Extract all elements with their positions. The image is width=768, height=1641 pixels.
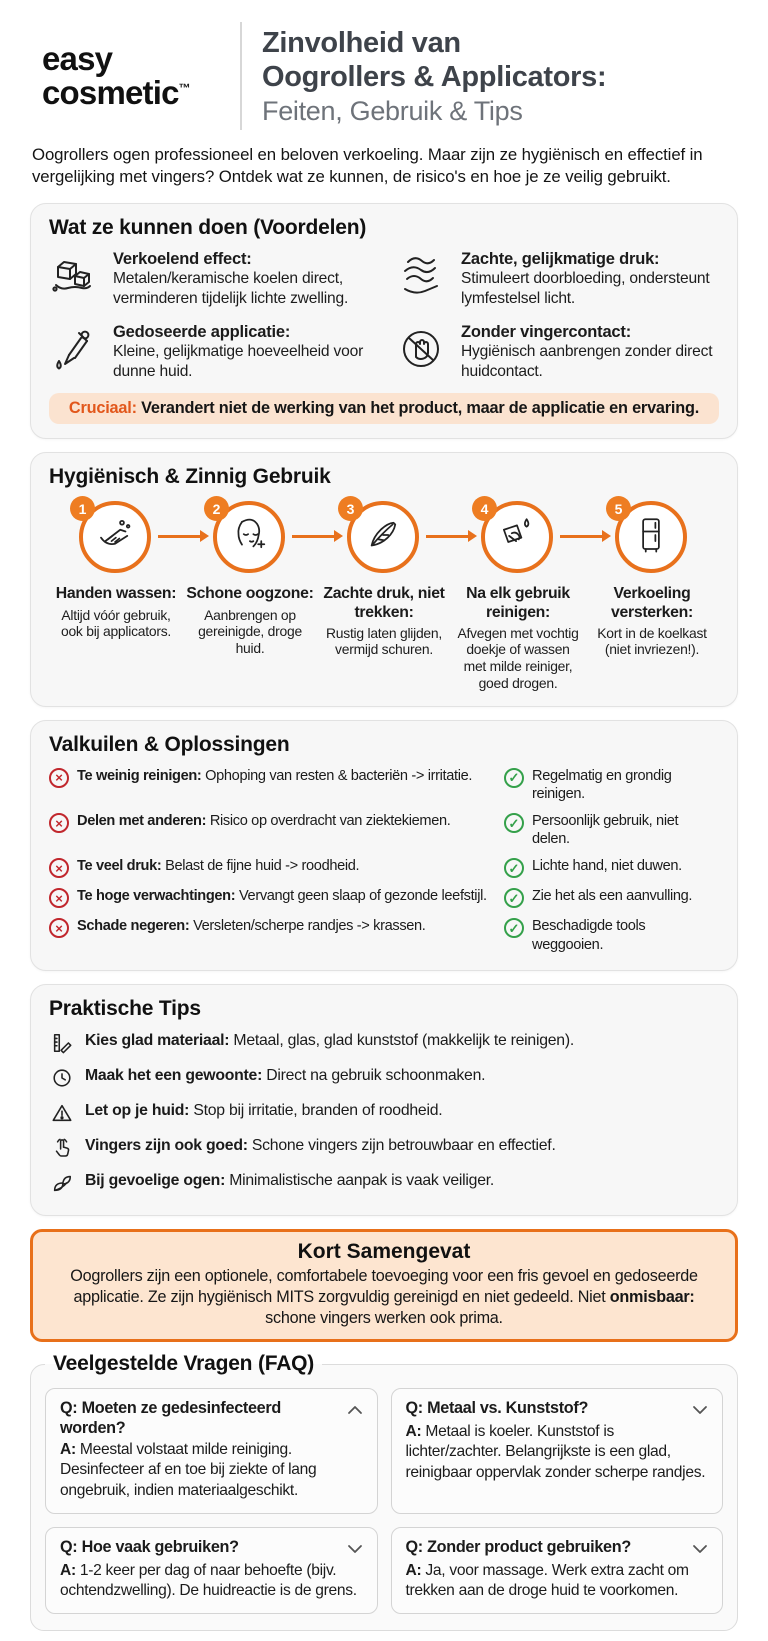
benefit-text: Metalen/keramische koelen direct, verminderen tijdelijk lichte zwelling. — [113, 269, 349, 307]
benefits-section — [30, 203, 738, 440]
crucial-text: Verandert niet de werking van het product, maar de applicatie en ervaring. — [136, 399, 700, 418]
faq-section — [30, 1352, 738, 1631]
faq-question-toggle[interactable] — [406, 1538, 711, 1559]
summary-text: Oogrollers zijn een optionele, comfortabele toevoeging voor een fris gevoel en gedoseerde applicatie. Ze zijn hygiënisch MITS zorgvuldig gereinigd en niet gedeeld. Niet onmisbaar: schone vingers werken ook prima. — [70, 1266, 698, 1328]
summary-title: Kort Samengevat — [297, 1239, 471, 1263]
faq-question: Q: Moeten ze gedesinfecteerd worden? — [60, 1399, 281, 1437]
leaf-icon — [51, 1171, 74, 1199]
benefit-label: Zachte, gelijkmatige druk: — [461, 249, 660, 268]
pitfall-text: Versleten/scherpe randjes -> krassen. — [189, 918, 426, 935]
benefit-item — [49, 250, 371, 309]
cross-circle-icon: × — [49, 888, 69, 908]
usage-steps-section — [30, 452, 738, 706]
faq-question-toggle[interactable] — [60, 1399, 365, 1438]
tip-label: Maak het een gewoonte: — [85, 1066, 263, 1084]
chevron-up-icon[interactable] — [347, 1399, 365, 1420]
wipe-clean-icon — [496, 514, 538, 561]
solution-text: Persoonlijk gebruik, niet delen. — [532, 813, 679, 848]
check-circle-icon: ✓ — [504, 858, 524, 878]
faq-question: Q: Hoe vaak gebruiken? — [60, 1537, 239, 1556]
tips-title: Praktische Tips — [49, 996, 201, 1020]
pitfall-text: Vervangt geen slaap of gezonde leefstijl. — [235, 888, 487, 905]
pitfall-label: Te weinig reinigen: — [77, 767, 202, 784]
page-title — [262, 25, 606, 127]
step-5 — [585, 499, 719, 691]
no-touch-icon — [397, 323, 447, 378]
cross-circle-icon: × — [49, 918, 69, 938]
benefits-title: Wat ze kunnen doen (Voordelen) — [49, 215, 367, 239]
step-text: Aanbrengen op gereinigde, droge huid. — [198, 606, 302, 656]
faq-question: Q: Zonder product gebruiken? — [405, 1537, 631, 1556]
step-number-badge: 5 — [606, 496, 631, 521]
step-number-badge: 3 — [338, 496, 363, 521]
pitfall-text: Belast de fijne huid -> roodheid. — [161, 858, 360, 875]
step-4 — [451, 499, 585, 691]
pitfalls-title: Valkuilen & Oplossingen — [49, 732, 290, 756]
title-line2: Oogrollers & Applicators: — [262, 60, 607, 93]
check-circle-icon: ✓ — [504, 813, 524, 833]
warning-icon — [51, 1101, 74, 1129]
chevron-down-icon[interactable] — [692, 1399, 710, 1420]
solution-text: Regelmatig en grondig reinigen. — [532, 767, 672, 802]
benefit-label: Verkoelend effect: — [113, 249, 252, 268]
steps-title: Hygiënisch & Zinnig Gebruik — [49, 465, 331, 489]
check-circle-icon: ✓ — [504, 888, 524, 908]
washing-hands-icon — [94, 514, 136, 561]
dropper-icon — [49, 323, 99, 378]
tip-row — [49, 1066, 719, 1094]
step-number-badge: 1 — [70, 496, 95, 521]
step-3 — [317, 499, 451, 691]
cross-circle-icon: × — [49, 768, 69, 788]
faq-answer: A: Metaal is koeler. Kunststof is lichter/zachter. Belangrijkste is een glad, reinigbaar oppervlak zonder scherpe randjes. — [405, 1423, 706, 1481]
intro-paragraph: Oogrollers ogen professioneel en beloven verkoeling. Maar zijn ze hygiënisch en effectief in vergelijking met vingers? Ontdek wat ze kunnen, de risico's en hoe je ze veilig gebruikt. — [32, 145, 703, 187]
step-number-badge: 2 — [204, 496, 229, 521]
steps-row — [49, 499, 719, 691]
step-text: Afvegen met vochtig doekje of wassen met milde reiniger, goed drogen. — [457, 624, 579, 691]
ice-cubes-icon — [49, 250, 99, 305]
step-label: Verkoeling versterken: — [611, 585, 693, 621]
tip-text: Stop bij irritatie, branden of roodheid. — [189, 1101, 443, 1119]
tip-label: Let op je huid: — [85, 1101, 190, 1119]
cross-circle-icon: × — [49, 813, 69, 833]
tip-label: Bij gevoelige ogen: — [85, 1171, 226, 1189]
faq-title: Veelgestelde Vragen (FAQ) — [53, 1352, 315, 1376]
logo-line2: cosmetic™ — [42, 74, 191, 111]
pitfall-text: Ophoping van resten & bacteriën -> irritatie. — [201, 767, 473, 784]
feather-icon — [362, 514, 404, 561]
step-label: Na elk gebruik reinigen: — [466, 585, 570, 621]
summary-box — [30, 1229, 738, 1342]
faq-card — [45, 1388, 378, 1514]
ruler-icon — [51, 1031, 74, 1059]
pitfall-row — [49, 917, 719, 953]
faq-grid — [45, 1388, 723, 1614]
faq-question: Q: Metaal vs. Kunststof? — [405, 1399, 589, 1418]
check-circle-icon: ✓ — [504, 768, 524, 788]
benefit-item — [49, 323, 371, 382]
tap-hand-icon — [51, 1136, 74, 1164]
trademark-symbol: ™ — [178, 81, 191, 95]
pitfall-label: Delen met anderen: — [77, 813, 207, 829]
clock-icon — [51, 1066, 74, 1094]
step-label: Schone oogzone: — [186, 585, 314, 603]
benefit-item — [397, 323, 719, 382]
cross-circle-icon: × — [49, 858, 69, 878]
header — [30, 22, 738, 130]
step-text: Kort in de koelkast (niet invriezen!). — [597, 624, 707, 658]
pitfalls-section — [30, 720, 738, 971]
pitfall-label: Schade negeren: — [77, 918, 190, 935]
step-text: Rustig laten glijden, vermijd schuren. — [326, 624, 442, 658]
pitfall-label: Te hoge verwachtingen: — [77, 888, 236, 905]
clean-face-icon — [228, 514, 270, 561]
tip-text: Metaal, glas, glad kunststof (makkelijk te reinigen). — [229, 1031, 574, 1049]
faq-question-toggle[interactable] — [60, 1538, 365, 1559]
solution-text: Beschadigde tools weggooien. — [532, 918, 646, 953]
title-line3: Feiten, Gebruik & Tips — [262, 95, 523, 126]
tips-section — [30, 984, 738, 1216]
step-label: Zachte druk, niet trekken: — [323, 585, 445, 621]
tip-label: Vingers zijn ook goed: — [85, 1136, 248, 1154]
brand-logo — [30, 39, 220, 111]
chevron-down-icon[interactable] — [692, 1538, 710, 1559]
tip-row — [49, 1171, 719, 1199]
chevron-down-icon[interactable] — [347, 1538, 365, 1559]
check-circle-icon: ✓ — [504, 918, 524, 938]
step-label: Handen wassen: — [55, 585, 177, 603]
faq-card — [391, 1388, 724, 1514]
faq-question-toggle[interactable] — [406, 1399, 711, 1420]
crucial-label: Cruciaal: — [68, 399, 137, 418]
faq-card — [45, 1527, 378, 1615]
faq-answer: A: Ja, voor massage. Werk extra zacht om trekken aan de droge huid te voorkomen. — [405, 1561, 689, 1600]
benefit-label: Gedoseerde applicatie: — [113, 322, 291, 341]
tip-text: Direct na gebruik schoonmaken. — [262, 1066, 486, 1084]
faq-card — [391, 1527, 724, 1615]
benefits-grid — [49, 250, 719, 382]
pitfall-row — [49, 857, 719, 878]
pitfall-label: Te veel druk: — [77, 858, 162, 875]
benefit-item — [397, 250, 719, 309]
fridge-icon — [630, 514, 672, 561]
tip-row — [49, 1136, 719, 1164]
step-text: Altijd vóór gebruik, ook bij applicators. — [60, 606, 172, 640]
airflow-hand-icon — [397, 250, 447, 305]
tip-row — [49, 1101, 719, 1129]
title-line1: Zinvolheid van — [262, 26, 461, 59]
tip-row — [49, 1031, 719, 1059]
tip-text: Minimalistische aanpak is vaak veiliger. — [225, 1171, 495, 1189]
benefit-label: Zonder vingercontact: — [461, 322, 631, 341]
solution-text: Lichte hand, niet duwen. — [532, 858, 682, 875]
faq-answer: A: 1-2 keer per dag of naar behoefte (bijv. ochtendzwelling). De huidreactie is de grens. — [60, 1561, 357, 1600]
faq-answer: A: Meestal volstaat milde reiniging. Desinfecteer af en toe bij ziekte of lang ongebruik, indien materiaalgeschikt. — [60, 1441, 317, 1499]
benefit-text: Kleine, gelijkmatige hoeveelheid voor dunne huid. — [113, 342, 364, 380]
pitfall-text: Risico op overdracht van ziektekiemen. — [206, 813, 451, 829]
tip-text: Schone vingers zijn betrouwbaar en effectief. — [247, 1136, 556, 1154]
benefit-text: Hygiënisch aanbrengen zonder direct huidcontact. — [461, 342, 713, 380]
step-number-badge: 4 — [472, 496, 497, 521]
logo-line1: easy — [42, 39, 113, 77]
solution-text: Zie het als een aanvulling. — [532, 888, 693, 905]
pitfall-row — [49, 767, 719, 803]
step-2 — [183, 499, 317, 691]
benefit-text: Stimuleert doorbloeding, ondersteunt lymfestelsel licht. — [461, 269, 710, 307]
crucial-note — [49, 393, 719, 424]
header-divider — [240, 22, 242, 130]
tip-label: Kies glad materiaal: — [85, 1031, 230, 1049]
pitfall-row — [49, 887, 719, 908]
step-1 — [49, 499, 183, 691]
pitfall-row — [49, 812, 719, 848]
